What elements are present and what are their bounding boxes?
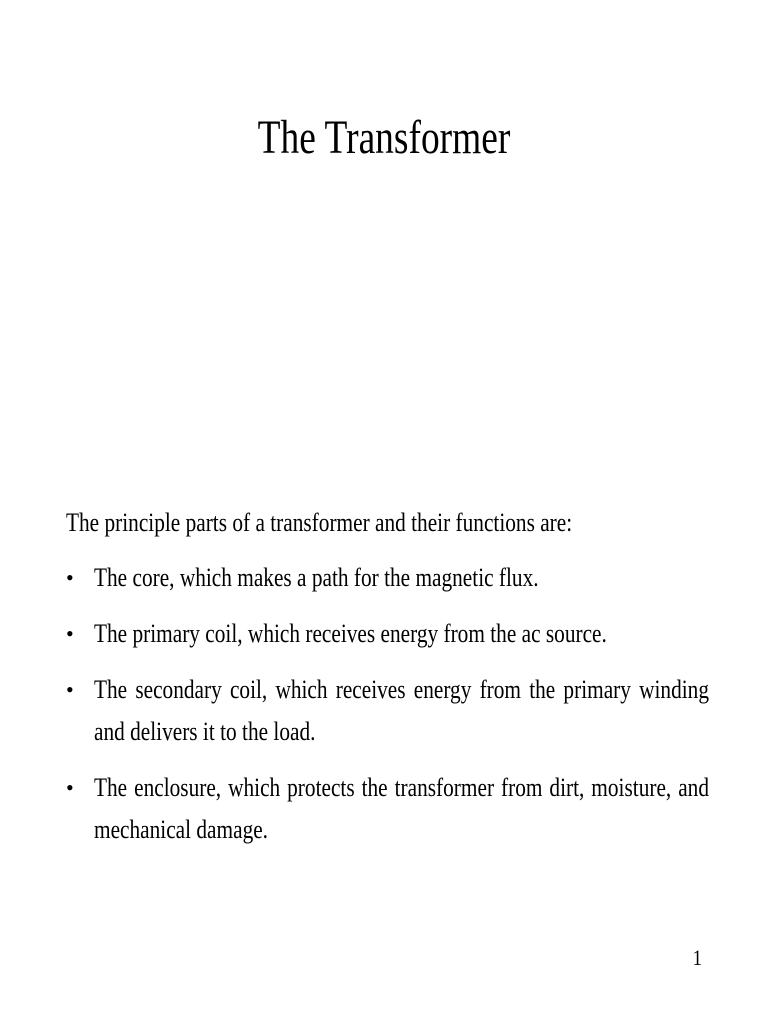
bullet-text-continuation: and delivers it to the load. — [94, 717, 316, 746]
slide-title: The Transformer — [257, 111, 511, 164]
bullet-icon: • — [66, 565, 74, 590]
bullet-text: The core, which makes a path for the magnetic flux. — [94, 563, 539, 592]
bullet-item-enclosure — [66, 767, 710, 851]
bullet-text-continuation: mechanical damage. — [94, 815, 269, 844]
bullet-item-primary-coil — [66, 613, 710, 655]
intro-text: The principle parts of a transformer and their functions are: — [66, 508, 573, 537]
bullet-item-secondary-coil — [66, 669, 710, 753]
bullet-text: The enclosure, which protects the transformer from dirt, moisture, and — [94, 773, 709, 802]
bullet-icon: • — [66, 677, 74, 702]
bullet-text: The primary coil, which receives energy from the ac source. — [94, 619, 607, 648]
bullet-list — [66, 557, 710, 851]
bullet-item-core — [66, 557, 710, 599]
bullet-icon: • — [66, 621, 74, 646]
slide-body — [66, 505, 710, 865]
bullet-icon: • — [66, 775, 74, 800]
page-number: 1 — [692, 945, 702, 970]
bullet-text: The secondary coil, which receives energy from the primary winding — [94, 675, 709, 704]
